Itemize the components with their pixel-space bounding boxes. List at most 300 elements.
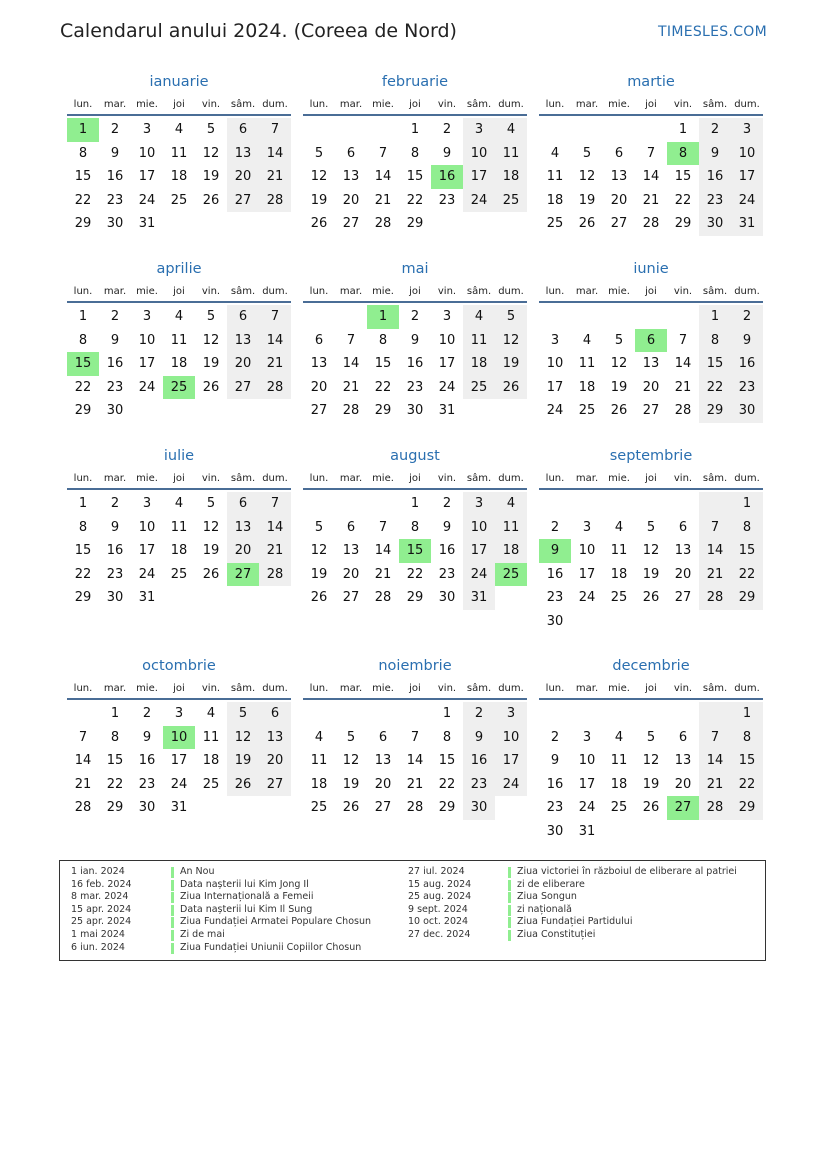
weekday-label: mie. [372, 286, 394, 297]
holiday-marker [508, 880, 511, 891]
holiday-day-cell: 1 [367, 305, 399, 329]
empty-day-cell [495, 586, 527, 610]
day-cell: 25 [610, 590, 628, 605]
empty-day-cell [303, 492, 335, 516]
day-cell: 18 [202, 753, 220, 768]
weekday-label: sâm. [230, 683, 256, 694]
day-cell: 7 [270, 309, 280, 324]
day-cell: 23 [546, 590, 564, 605]
day-cell: 8 [410, 519, 420, 535]
day-cell: 2 [710, 122, 720, 137]
day-cell: 7 [710, 519, 720, 535]
empty-day-cell [195, 586, 227, 610]
day-cell: 9 [550, 753, 560, 768]
legend-entry [71, 891, 371, 904]
day-cell: 7 [270, 496, 280, 511]
week-row [303, 305, 527, 329]
empty-day-cell [195, 796, 227, 820]
day-cell: 24 [546, 403, 564, 418]
day-cell: 21 [706, 776, 724, 792]
week-row [539, 539, 763, 563]
empty-day-cell [227, 796, 259, 820]
weekday-label: lun. [309, 683, 329, 694]
empty-day-cell [495, 212, 527, 236]
week-row [303, 516, 527, 540]
day-cell: 11 [202, 729, 220, 745]
header-divider [303, 301, 527, 303]
week-row [539, 726, 763, 750]
weekday-label: mar. [103, 99, 127, 110]
empty-day-cell [603, 702, 635, 726]
day-cell: 10 [470, 519, 488, 535]
day-cell: 18 [502, 543, 520, 558]
day-cell: 4 [474, 309, 484, 324]
day-cell: 3 [582, 729, 592, 745]
day-cell: 25 [310, 800, 328, 815]
week-row [67, 376, 291, 400]
empty-day-cell [571, 702, 603, 726]
week-row [67, 142, 291, 166]
weekday-label: lun. [309, 473, 329, 484]
holiday-marker [171, 892, 174, 903]
day-cell: 23 [470, 776, 488, 792]
day-cell: 20 [610, 192, 628, 208]
day-cell: 21 [74, 776, 92, 792]
days-grid [67, 492, 291, 610]
header-divider [67, 301, 291, 303]
legend-entry [408, 891, 737, 904]
day-cell: 26 [610, 403, 628, 418]
empty-day-cell [699, 702, 731, 726]
day-cell: 11 [610, 753, 628, 768]
week-row [539, 189, 763, 213]
weekday-label: sâm. [702, 683, 728, 694]
legend-holiday-name: Data nașterii lui Kim Il Sung [180, 903, 313, 915]
days-grid [303, 118, 527, 236]
day-cell: 29 [674, 216, 692, 231]
day-cell: 6 [678, 729, 688, 745]
brand-link[interactable]: TIMESLES.COM [658, 24, 767, 40]
day-cell: 10 [578, 543, 596, 558]
month-aprilie [67, 259, 291, 423]
day-cell: 26 [342, 800, 360, 815]
empty-day-cell [227, 212, 259, 236]
holiday-marker [171, 943, 174, 954]
day-cell: 25 [170, 192, 188, 208]
days-grid [303, 702, 527, 820]
day-cell: 4 [582, 332, 592, 348]
week-row [303, 773, 527, 797]
legend-holiday-name: Ziua Songun [517, 891, 577, 903]
day-cell: 12 [234, 729, 252, 745]
empty-day-cell [163, 212, 195, 236]
weekday-label: sâm. [702, 286, 728, 297]
day-cell: 18 [578, 379, 596, 395]
day-cell: 22 [74, 566, 92, 582]
day-cell: 5 [346, 729, 356, 745]
empty-day-cell [259, 796, 291, 820]
empty-day-cell [67, 702, 99, 726]
day-cell: 22 [406, 192, 424, 208]
day-cell: 25 [546, 216, 564, 231]
day-cell: 9 [110, 519, 120, 535]
weekday-label: dum. [734, 683, 760, 694]
day-cell: 17 [138, 356, 156, 371]
empty-day-cell [463, 212, 495, 236]
day-cell: 19 [502, 356, 520, 371]
weekday-label: vin. [201, 99, 221, 110]
day-cell: 15 [438, 753, 456, 768]
day-cell: 15 [738, 543, 756, 558]
day-cell: 22 [374, 379, 392, 395]
day-cell: 8 [78, 332, 88, 348]
weekday-label: lun. [73, 473, 93, 484]
day-cell: 25 [470, 379, 488, 395]
day-cell: 30 [438, 590, 456, 605]
day-cell: 6 [314, 332, 324, 348]
empty-day-cell [399, 702, 431, 726]
weekday-label: lun. [309, 286, 329, 297]
day-cell: 19 [234, 753, 252, 768]
day-cell: 12 [202, 145, 220, 161]
empty-day-cell [335, 492, 367, 516]
day-cell: 13 [374, 753, 392, 768]
legend-date: 25 aug. 2024 [408, 891, 472, 903]
day-cell: 29 [74, 403, 92, 418]
weekday-label: lun. [545, 286, 565, 297]
weekday-label: dum. [498, 683, 524, 694]
empty-day-cell [731, 610, 763, 634]
day-cell: 25 [170, 566, 188, 582]
day-cell: 4 [614, 519, 624, 535]
day-cell: 3 [174, 706, 184, 721]
week-row [303, 492, 527, 516]
day-cell: 15 [738, 753, 756, 768]
week-row [539, 165, 763, 189]
weekday-header [303, 470, 527, 488]
weekday-label: dum. [734, 99, 760, 110]
day-cell: 29 [738, 590, 756, 605]
day-cell: 14 [266, 332, 284, 348]
week-row [539, 773, 763, 797]
week-row [67, 212, 291, 236]
day-cell: 3 [474, 122, 484, 137]
day-cell: 28 [374, 216, 392, 231]
day-cell: 15 [374, 356, 392, 371]
weekday-label: joi [173, 683, 185, 694]
empty-day-cell [667, 820, 699, 844]
day-cell: 19 [642, 776, 660, 792]
day-cell: 28 [642, 216, 660, 231]
day-cell: 19 [202, 543, 220, 558]
day-cell: 29 [374, 403, 392, 418]
weekday-label: dum. [262, 683, 288, 694]
empty-day-cell [699, 610, 731, 634]
day-cell: 4 [206, 706, 216, 721]
day-cell: 26 [642, 590, 660, 605]
day-cell: 28 [406, 800, 424, 815]
weekday-label: vin. [201, 683, 221, 694]
weekday-label: joi [409, 99, 421, 110]
weekday-label: sâm. [230, 286, 256, 297]
day-cell: 28 [342, 403, 360, 418]
empty-day-cell [667, 305, 699, 329]
week-row [303, 189, 527, 213]
weekday-label: vin. [673, 286, 693, 297]
day-cell: 24 [502, 776, 520, 792]
month-name: mai [401, 261, 429, 277]
day-cell: 9 [742, 332, 752, 348]
day-cell: 19 [202, 169, 220, 184]
day-cell: 31 [738, 216, 756, 231]
day-cell: 12 [310, 169, 328, 184]
day-cell: 1 [710, 309, 720, 324]
header-divider [303, 114, 527, 116]
day-cell: 5 [582, 145, 592, 161]
header-divider [303, 488, 527, 490]
day-cell: 13 [342, 543, 360, 558]
empty-day-cell [603, 118, 635, 142]
month-noiembrie [303, 656, 527, 820]
week-row [67, 399, 291, 423]
day-cell: 5 [206, 496, 216, 511]
day-cell: 26 [502, 379, 520, 395]
day-cell: 12 [202, 519, 220, 535]
day-cell: 9 [442, 519, 452, 535]
day-cell: 2 [442, 496, 452, 511]
legend-entry [408, 904, 737, 917]
legend-entry [71, 879, 371, 892]
header-divider [539, 488, 763, 490]
day-cell: 26 [310, 590, 328, 605]
weekday-header [303, 96, 527, 114]
day-cell: 15 [406, 169, 424, 184]
day-cell: 30 [406, 403, 424, 418]
day-cell: 8 [442, 729, 452, 745]
empty-day-cell [635, 492, 667, 516]
weekday-label: vin. [201, 286, 221, 297]
day-cell: 11 [502, 519, 520, 535]
day-cell: 14 [674, 356, 692, 371]
day-cell: 10 [738, 145, 756, 161]
day-cell: 30 [106, 590, 124, 605]
weekday-label: sâm. [466, 99, 492, 110]
holiday-day-cell: 15 [67, 352, 99, 376]
holiday-marker [508, 930, 511, 941]
day-cell: 17 [138, 543, 156, 558]
day-cell: 5 [646, 519, 656, 535]
week-row [539, 749, 763, 773]
holiday-day-cell: 27 [667, 796, 699, 820]
weekday-label: dum. [262, 473, 288, 484]
legend-date: 27 iul. 2024 [408, 866, 465, 877]
day-cell: 16 [706, 169, 724, 184]
day-cell: 6 [346, 519, 356, 535]
weekday-header [67, 96, 291, 114]
day-cell: 13 [610, 169, 628, 184]
day-cell: 12 [202, 332, 220, 348]
day-cell: 9 [442, 145, 452, 161]
day-cell: 10 [138, 519, 156, 535]
day-cell: 11 [610, 543, 628, 558]
day-cell: 29 [74, 590, 92, 605]
empty-day-cell [635, 305, 667, 329]
weekday-label: sâm. [702, 473, 728, 484]
day-cell: 7 [410, 729, 420, 745]
day-cell: 26 [642, 800, 660, 815]
holiday-day-cell: 25 [163, 376, 195, 400]
day-cell: 8 [78, 145, 88, 161]
days-grid [539, 305, 763, 423]
week-row [67, 329, 291, 353]
week-row [539, 586, 763, 610]
day-cell: 2 [410, 309, 420, 324]
holiday-day-cell: 1 [67, 118, 99, 142]
day-cell: 11 [470, 332, 488, 348]
weekday-label: mie. [136, 473, 158, 484]
day-cell: 16 [106, 356, 124, 371]
day-cell: 17 [470, 169, 488, 184]
empty-day-cell [539, 305, 571, 329]
day-cell: 18 [170, 169, 188, 184]
empty-day-cell [303, 305, 335, 329]
weekday-label: mie. [608, 286, 630, 297]
week-row [539, 376, 763, 400]
day-cell: 20 [674, 566, 692, 582]
day-cell: 27 [674, 590, 692, 605]
week-row [303, 539, 527, 563]
weekday-label: mie. [608, 99, 630, 110]
days-grid [539, 702, 763, 843]
day-cell: 28 [374, 590, 392, 605]
day-cell: 16 [546, 566, 564, 582]
header-divider [539, 698, 763, 700]
week-row [539, 118, 763, 142]
day-cell: 14 [706, 543, 724, 558]
day-cell: 26 [202, 379, 220, 395]
day-cell: 23 [106, 379, 124, 395]
day-cell: 14 [406, 753, 424, 768]
day-cell: 3 [506, 706, 516, 721]
week-row [539, 796, 763, 820]
weekday-label: joi [409, 473, 421, 484]
day-cell: 8 [110, 729, 120, 745]
weekday-label: mie. [372, 683, 394, 694]
day-cell: 12 [342, 753, 360, 768]
empty-day-cell [227, 586, 259, 610]
empty-day-cell [603, 492, 635, 516]
holiday-marker [171, 930, 174, 941]
weekday-label: mie. [136, 99, 158, 110]
day-cell: 14 [266, 519, 284, 535]
day-cell: 11 [170, 519, 188, 535]
day-cell: 25 [502, 192, 520, 208]
day-cell: 21 [674, 379, 692, 395]
weekday-header [67, 470, 291, 488]
days-grid [303, 492, 527, 610]
day-cell: 20 [342, 192, 360, 208]
empty-day-cell [131, 399, 163, 423]
day-cell: 19 [202, 356, 220, 371]
weekday-label: sâm. [466, 286, 492, 297]
header-divider [539, 301, 763, 303]
weekday-header [67, 283, 291, 301]
day-cell: 9 [710, 145, 720, 161]
day-cell: 28 [706, 800, 724, 815]
day-cell: 13 [674, 753, 692, 768]
holiday-day-cell: 10 [163, 726, 195, 750]
day-cell: 1 [78, 496, 88, 511]
day-cell: 9 [110, 145, 120, 161]
day-cell: 23 [406, 379, 424, 395]
empty-day-cell [571, 492, 603, 516]
week-row [67, 586, 291, 610]
month-name: iulie [163, 448, 195, 464]
week-row [67, 352, 291, 376]
day-cell: 7 [678, 332, 688, 348]
week-row [303, 329, 527, 353]
day-cell: 21 [374, 192, 392, 208]
empty-day-cell [539, 702, 571, 726]
empty-day-cell [603, 610, 635, 634]
month-name: decembrie [612, 658, 690, 674]
day-cell: 13 [234, 519, 252, 535]
empty-day-cell [163, 399, 195, 423]
empty-day-cell [163, 586, 195, 610]
month-name: noiembrie [378, 658, 452, 674]
day-cell: 31 [470, 590, 488, 605]
day-cell: 6 [678, 519, 688, 535]
day-cell: 3 [142, 496, 152, 511]
week-row [67, 189, 291, 213]
day-cell: 7 [270, 122, 280, 137]
empty-day-cell [539, 118, 571, 142]
day-cell: 20 [234, 169, 252, 184]
week-row [67, 305, 291, 329]
header-divider [67, 698, 291, 700]
day-cell: 1 [110, 706, 120, 721]
header-divider [67, 488, 291, 490]
day-cell: 13 [342, 169, 360, 184]
legend-date: 1 mai 2024 [71, 928, 125, 940]
day-cell: 5 [506, 309, 516, 324]
day-cell: 26 [310, 216, 328, 231]
week-row [303, 796, 527, 820]
weekday-header [67, 680, 291, 698]
day-cell: 29 [738, 800, 756, 815]
weekday-label: mie. [372, 473, 394, 484]
empty-day-cell [431, 212, 463, 236]
day-cell: 18 [310, 776, 328, 792]
day-cell: 12 [642, 753, 660, 768]
weekday-label: joi [645, 683, 657, 694]
week-row [303, 165, 527, 189]
day-cell: 2 [110, 309, 120, 324]
empty-day-cell [259, 399, 291, 423]
week-row [303, 212, 527, 236]
day-cell: 21 [342, 379, 360, 395]
day-cell: 1 [78, 309, 88, 324]
day-cell: 11 [170, 145, 188, 161]
days-grid [303, 305, 527, 423]
empty-day-cell [539, 492, 571, 516]
day-cell: 13 [674, 543, 692, 558]
day-cell: 26 [202, 192, 220, 208]
day-cell: 5 [314, 519, 324, 535]
month-name: august [390, 448, 440, 464]
weekday-label: lun. [73, 683, 93, 694]
day-cell: 20 [342, 566, 360, 582]
